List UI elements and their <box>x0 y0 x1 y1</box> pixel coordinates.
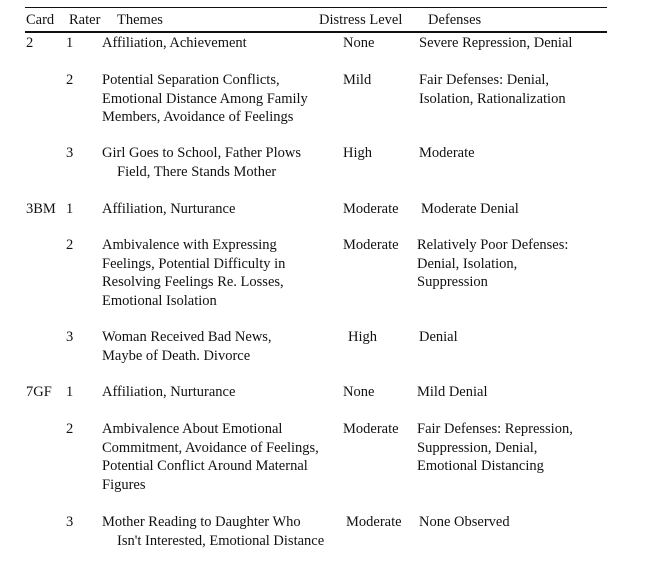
theme-line: Members, Avoidance of Feelings <box>102 109 294 125</box>
distress-cell: None <box>343 35 375 51</box>
theme-line: Feelings, Potential Difficulty in <box>102 255 286 272</box>
theme-line: Figures <box>102 476 146 493</box>
rater-cell: 3 <box>66 329 74 345</box>
rater-cell: 1 <box>66 201 74 217</box>
theme-line: Ambivalence with Expressing <box>102 237 277 253</box>
distress-cell: Moderate <box>343 237 399 253</box>
rater-cell: 3 <box>66 145 74 161</box>
header-themes: Themes <box>117 12 163 28</box>
theme-line: Field, There Stands Mother <box>117 163 277 180</box>
defense-line: None Observed <box>419 514 510 530</box>
theme-line: Emotional Isolation <box>102 292 217 309</box>
card-cell: 3BM <box>26 201 56 217</box>
defense-line: Denial <box>419 329 458 345</box>
defense-line: Moderate Denial <box>421 201 519 217</box>
distress-cell: High <box>343 145 372 161</box>
header-rule-bottom <box>25 31 607 33</box>
theme-line: Potential Separation Conflicts, <box>102 72 280 88</box>
defense-line: Denial, Isolation, <box>417 255 518 272</box>
defense-line: Relatively Poor Defenses: <box>417 237 569 253</box>
defense-line: Moderate <box>419 145 475 161</box>
theme-line: Girl Goes to School, Father Plows <box>102 145 301 161</box>
theme-line: Resolving Feelings Re. Losses, <box>102 274 284 290</box>
defense-line: Emotional Distancing <box>417 458 544 474</box>
theme-line: Affiliation, Nurturance <box>102 384 236 400</box>
theme-line: Isn't Interested, Emotional Distance <box>117 532 325 549</box>
distress-cell: Moderate <box>346 514 402 530</box>
theme-line: Emotional Distance Among Family <box>102 90 308 107</box>
rater-cell: 2 <box>66 72 74 88</box>
defense-line: Fair Defenses: Repression, <box>417 421 573 437</box>
theme-line: Affiliation, Nurturance <box>102 201 236 217</box>
card-cell: 2 <box>26 35 34 51</box>
theme-line: Mother Reading to Daughter Who <box>102 514 301 530</box>
theme-line: Potential Conflict Around Maternal <box>102 458 308 474</box>
header-card: Card <box>26 12 55 28</box>
defense-line: Suppression <box>417 274 488 290</box>
header-distress-level: Distress Level <box>319 12 403 28</box>
rater-cell: 2 <box>66 237 74 253</box>
distress-cell: Moderate <box>343 421 399 437</box>
distress-cell: Moderate <box>343 201 399 217</box>
distress-cell: None <box>343 384 375 400</box>
theme-line: Maybe of Death. Divorce <box>102 347 251 364</box>
header-rater: Rater <box>69 12 101 28</box>
rater-cell: 2 <box>66 421 74 437</box>
header-defenses: Defenses <box>428 12 482 28</box>
distress-cell: Mild <box>343 72 372 88</box>
card-cell: 7GF <box>26 384 52 400</box>
header-rule-top <box>25 7 607 8</box>
rater-cell: 3 <box>66 514 74 530</box>
theme-line: Affiliation, Achievement <box>102 35 247 51</box>
defense-line: Fair Defenses: Denial, <box>419 72 550 88</box>
distress-cell: High <box>348 329 377 345</box>
theme-line: Ambivalence About Emotional <box>102 421 283 437</box>
rater-cell: 1 <box>66 384 74 400</box>
defense-line: Mild Denial <box>417 384 488 400</box>
defense-line: Isolation, Rationalization <box>419 90 566 107</box>
defense-line: Severe Repression, Denial <box>419 35 573 51</box>
theme-line: Woman Received Bad News, <box>102 329 272 345</box>
defense-line: Suppression, Denial, <box>417 439 538 456</box>
theme-line: Commitment, Avoidance of Feelings, <box>102 439 319 456</box>
rater-cell: 1 <box>66 35 74 51</box>
